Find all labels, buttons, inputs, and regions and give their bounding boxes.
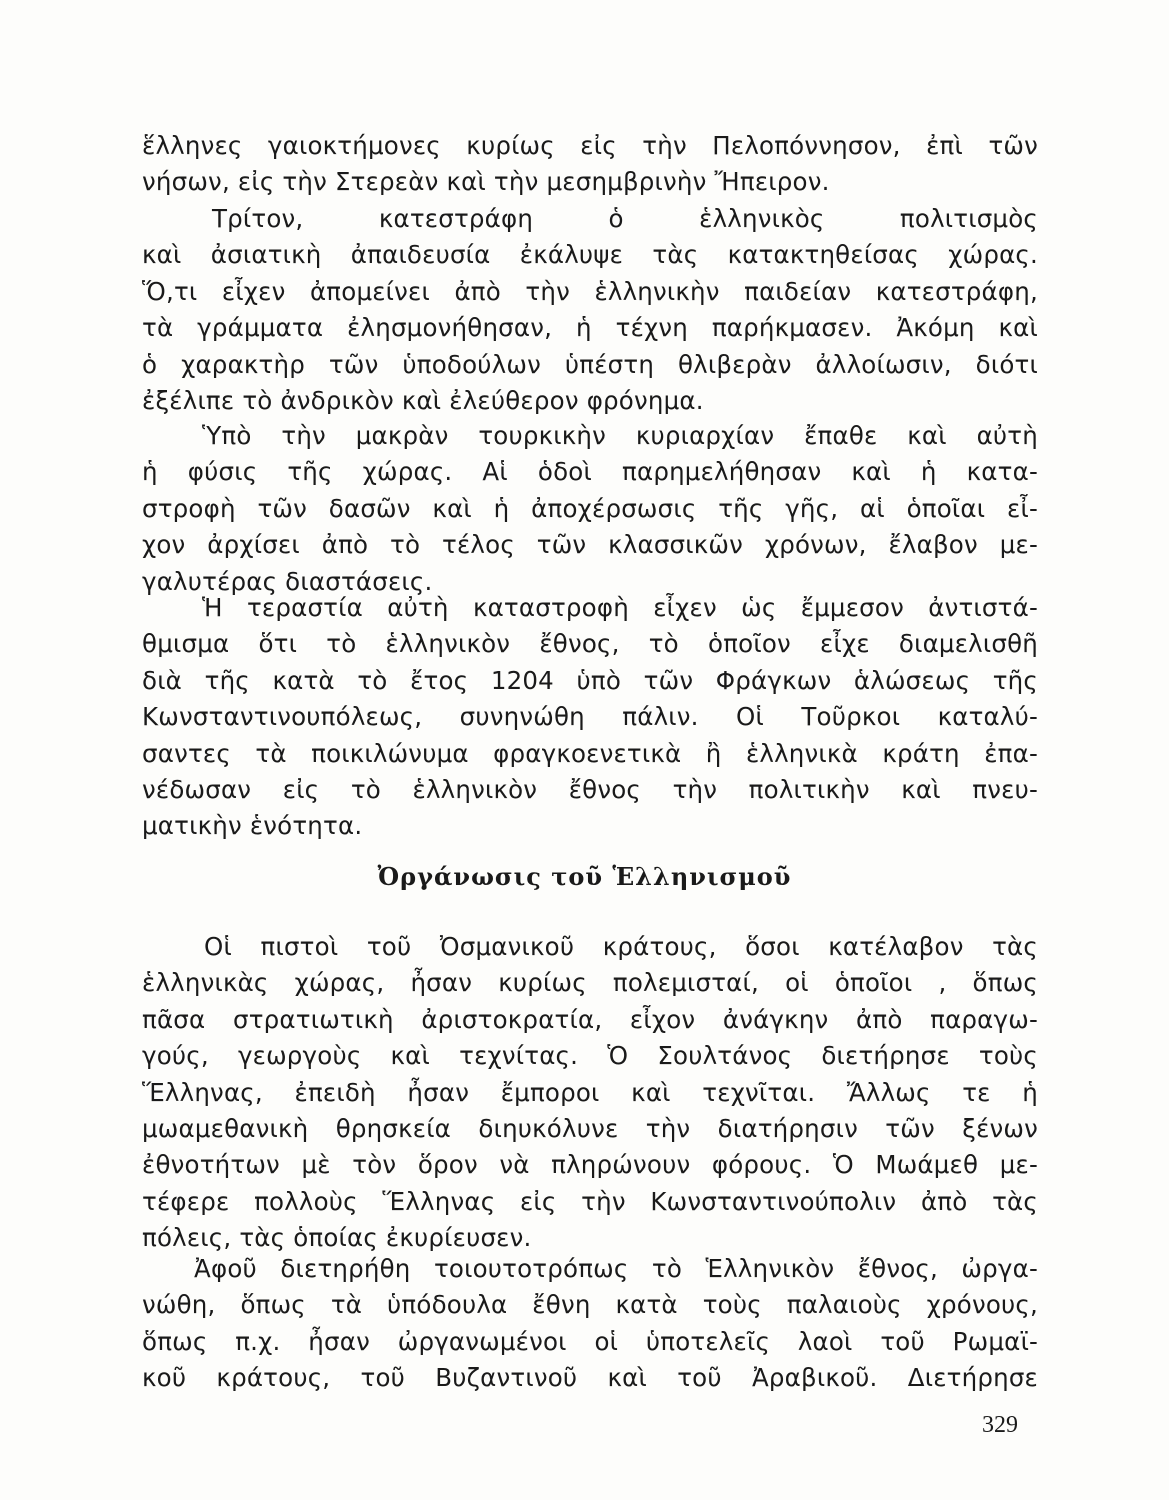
paragraph-4 [142, 590, 1038, 845]
paragraph-6 [142, 1251, 1038, 1397]
text-line: Ὅ,τι εἶχεν ἀπομείνει ἀπὸ τὴν ἑλληνικὴν παιδείαν κατεστράφη, [142, 276, 1038, 306]
text-line: ὅπως π.χ. ἦσαν ὠργανωμένοι οἱ ὑποτελεῖς λαοὶ τοῦ Ρωμαϊ- [142, 1326, 1038, 1356]
text-line: πόλεις, τὰς ὁποίας ἐκυρίευσεν. [142, 1223, 532, 1253]
text-line: Ἡ τεραστία αὐτὴ καταστροφὴ εἶχεν ὡς ἔμμεσον ἀντιστά- [202, 593, 1038, 622]
text-line: ἐξέλιπε τὸ ἀνδρικὸν καὶ ἐλεύθερον φρόνημα. [142, 385, 704, 415]
text-line: νώθη, ὅπως τὰ ὑπόδουλα ἔθνη κατὰ τοὺς παλαιοὺς χρόνους, [142, 1290, 1038, 1320]
text-line: μωαμεθανικὴ θρησκεία διηυκόλυνε τὴν διατήρησιν τῶν ξένων [142, 1113, 1038, 1143]
section-heading: Ὀργάνωσις τοῦ Ἑλληνισμοῦ [377, 862, 792, 891]
text-line: νήσων, εἰς τὴν Στερεὰν καὶ τὴν μεσημβρινὴν Ἤπειρον. [142, 167, 830, 197]
text-line: Ἀφοῦ διετηρήθη τοιουτοτρόπως τὸ Ἑλληνικὸν ἔθνος, ὠργα- [194, 1254, 1038, 1283]
text-line: ὁ χαρακτὴρ τῶν ὑποδούλων ὑπέστη θλιβερὰν ἀλλοίωσιν, διότι [142, 349, 1038, 379]
text-line: Κωνσταντινουπόλεως, συνηνώθη πάλιν. Οἱ Τοῦρκοι καταλύ- [142, 702, 1038, 732]
text-line: σαντες τὰ ποικιλώνυμα φραγκοενετικὰ ἢ ἑλληνικὰ κράτη ἐπα- [142, 738, 1038, 768]
text-line: γούς, γεωργοὺς καὶ τεχνίτας. Ὁ Σουλτάνος διετήρησε τοὺς [142, 1041, 1038, 1071]
paragraph-1 [142, 128, 1038, 201]
text-line: χον ἀρχίσει ἀπὸ τὸ τέλος τῶν κλασσικῶν χρόνων, ἔλαβον με- [142, 530, 1038, 560]
paragraph-3 [142, 418, 1038, 600]
text-line: ἐθνοτήτων μὲ τὸν ὅρον νὰ πληρώνουν φόρους. Ὁ Μωάμεθ με- [142, 1150, 1038, 1180]
paragraph-5 [142, 929, 1038, 1257]
text-line: διὰ τῆς κατὰ τὸ ἔτος 1204 ὑπὸ τῶν Φράγκων ἁλώσεως τῆς [142, 665, 1038, 695]
text-line: Ὑπὸ τὴν μακρὰν τουρκικὴν κυριαρχίαν ἔπαθε καὶ αὐτὴ [202, 421, 1038, 450]
text-line: πᾶσα στρατιωτικὴ ἀριστοκρατία, εἶχον ἀνάγκην ἀπὸ παραγω- [142, 1004, 1038, 1034]
text-line: τέφερε πολλοὺς Ἕλληνας εἰς τὴν Κωνσταντινούπολιν ἀπὸ τὰς [142, 1186, 1038, 1216]
text-line: ἡ φύσις τῆς χώρας. Αἱ ὁδοὶ παρημελήθησαν καὶ ἡ κατα- [142, 457, 1038, 487]
text-line: καὶ ἀσιατικὴ ἀπαιδευσία ἐκάλυψε τὰς κατακτηθείσας χώρας. [142, 240, 1038, 270]
text-line: Τρίτον, κατεστράφη ὁ ἑλληνικὸς πολιτισμὸς [212, 204, 1038, 233]
text-line: ἕλληνες γαιοκτήμονες κυρίως εἰς τὴν Πελοπόννησον, ἐπὶ τῶν [142, 131, 1038, 160]
page-number: 329 [982, 1412, 1018, 1438]
text-line: Ἕλληνας, ἐπειδὴ ἦσαν ἔμποροι καὶ τεχνῖται. Ἄλλως τε ἡ [142, 1077, 1038, 1107]
text-line: ματικὴν ἑνότητα. [142, 811, 363, 841]
text-line: τὰ γράμματα ἐλησμονήθησαν, ἡ τέχνη παρήκμασεν. Ἀκόμη καὶ [142, 313, 1038, 343]
paragraph-2 [142, 201, 1038, 419]
text-line: νέδωσαν εἰς τὸ ἑλληνικὸν ἔθνος τὴν πολιτικὴν καὶ πνευ- [142, 774, 1038, 804]
text-line: γαλυτέρας διαστάσεις. [142, 566, 433, 596]
text-line: θμισμα ὅτι τὸ ἑλληνικὸν ἔθνος, τὸ ὁποῖον εἶχε διαμελισθῆ [142, 629, 1038, 659]
text-line: ἑλληνικὰς χώρας, ἦσαν κυρίως πολεμισταί, οἱ ὁποῖοι , ὅπως [142, 968, 1038, 998]
text-line: Οἱ πιστοὶ τοῦ Ὀσμανικοῦ κράτους, ὅσοι κατέλαβον τὰς [204, 932, 1038, 961]
text-line: κοῦ κράτους, τοῦ Βυζαντινοῦ καὶ τοῦ Ἀραβικοῦ. Διετήρησε [142, 1363, 1038, 1393]
text-line: στροφὴ τῶν δασῶν καὶ ἡ ἀποχέρσωσις τῆς γῆς, αἱ ὁποῖαι εἶ- [142, 493, 1038, 523]
